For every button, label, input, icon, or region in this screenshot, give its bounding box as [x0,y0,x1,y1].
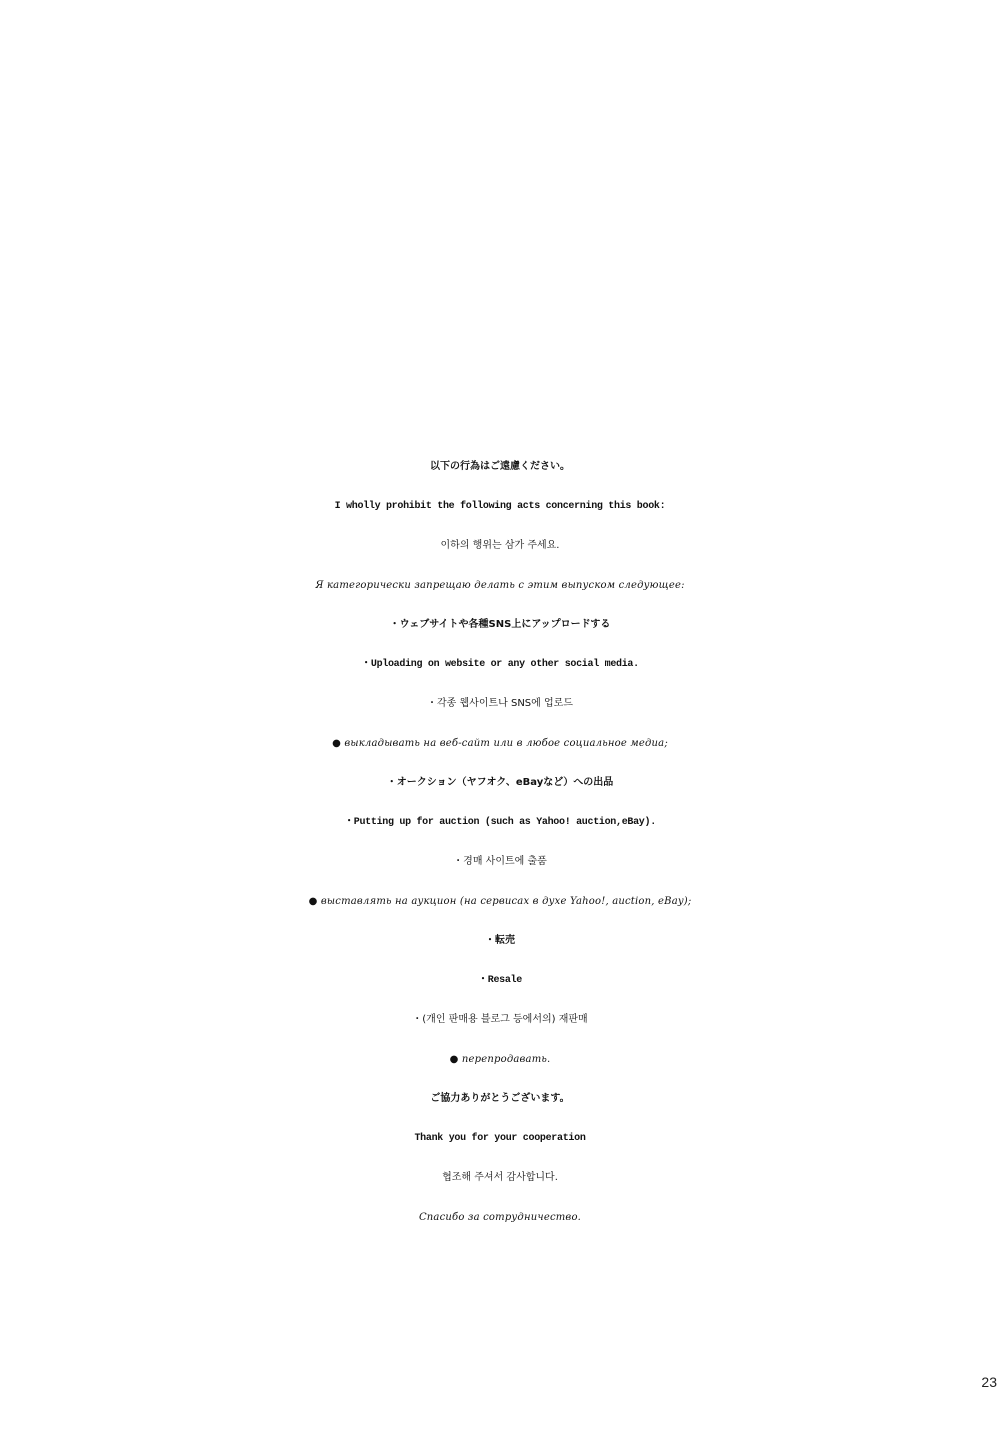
item-auction-russian: ● выставлять на аукцион (на сервисах в духе Yahoo!, auction, eBay); [308,895,692,907]
item-resale-russian: ● перепродавать. [449,1053,551,1065]
heading-korean: 이하의 행위는 삼가 주세요. [440,540,560,551]
item-resale-english: ・Resale [478,974,522,986]
item-resale-korean: ・(개인 판매용 블로그 등에서의) 재판매 [412,1014,588,1025]
heading-japanese: 以下の行為はご遠慮ください。 [430,461,570,472]
item-upload-russian: ● выкладывать на веб-сайт или в любое социальное медиа; [332,737,668,749]
item-upload-japanese: ・ウェブサイトや各種SNS上にアップロードする [389,619,611,630]
page-number: 23 [981,1374,997,1390]
item-upload-korean: ・각종 웹사이트나 SNS에 업로드 [427,698,573,709]
heading-english: I wholly prohibit the following acts concerning this book: [334,500,666,512]
thanks-russian: Спасибо за сотрудничество. [418,1211,582,1223]
thanks-korean: 협조해 주셔서 감사합니다. [442,1172,558,1183]
item-resale-japanese: ・転売 [485,935,515,946]
item-auction-korean: ・경매 사이트에 출품 [453,856,547,867]
prohibition-notice [0,447,1000,1237]
item-auction-japanese: ・オークション（ヤフオク、eBayなど）への出品 [386,777,614,788]
thanks-english: Thank you for your cooperation [414,1132,586,1144]
item-auction-english: ・Putting up for auction (such as Yahoo! auction,eBay). [344,816,656,828]
thanks-japanese: ご協力ありがとうございます。 [430,1093,570,1104]
heading-russian: Я категорически запрещаю делать с этим выпуском следующее: [315,579,685,591]
item-upload-english: ・Uploading on website or any other social media. [361,658,639,670]
